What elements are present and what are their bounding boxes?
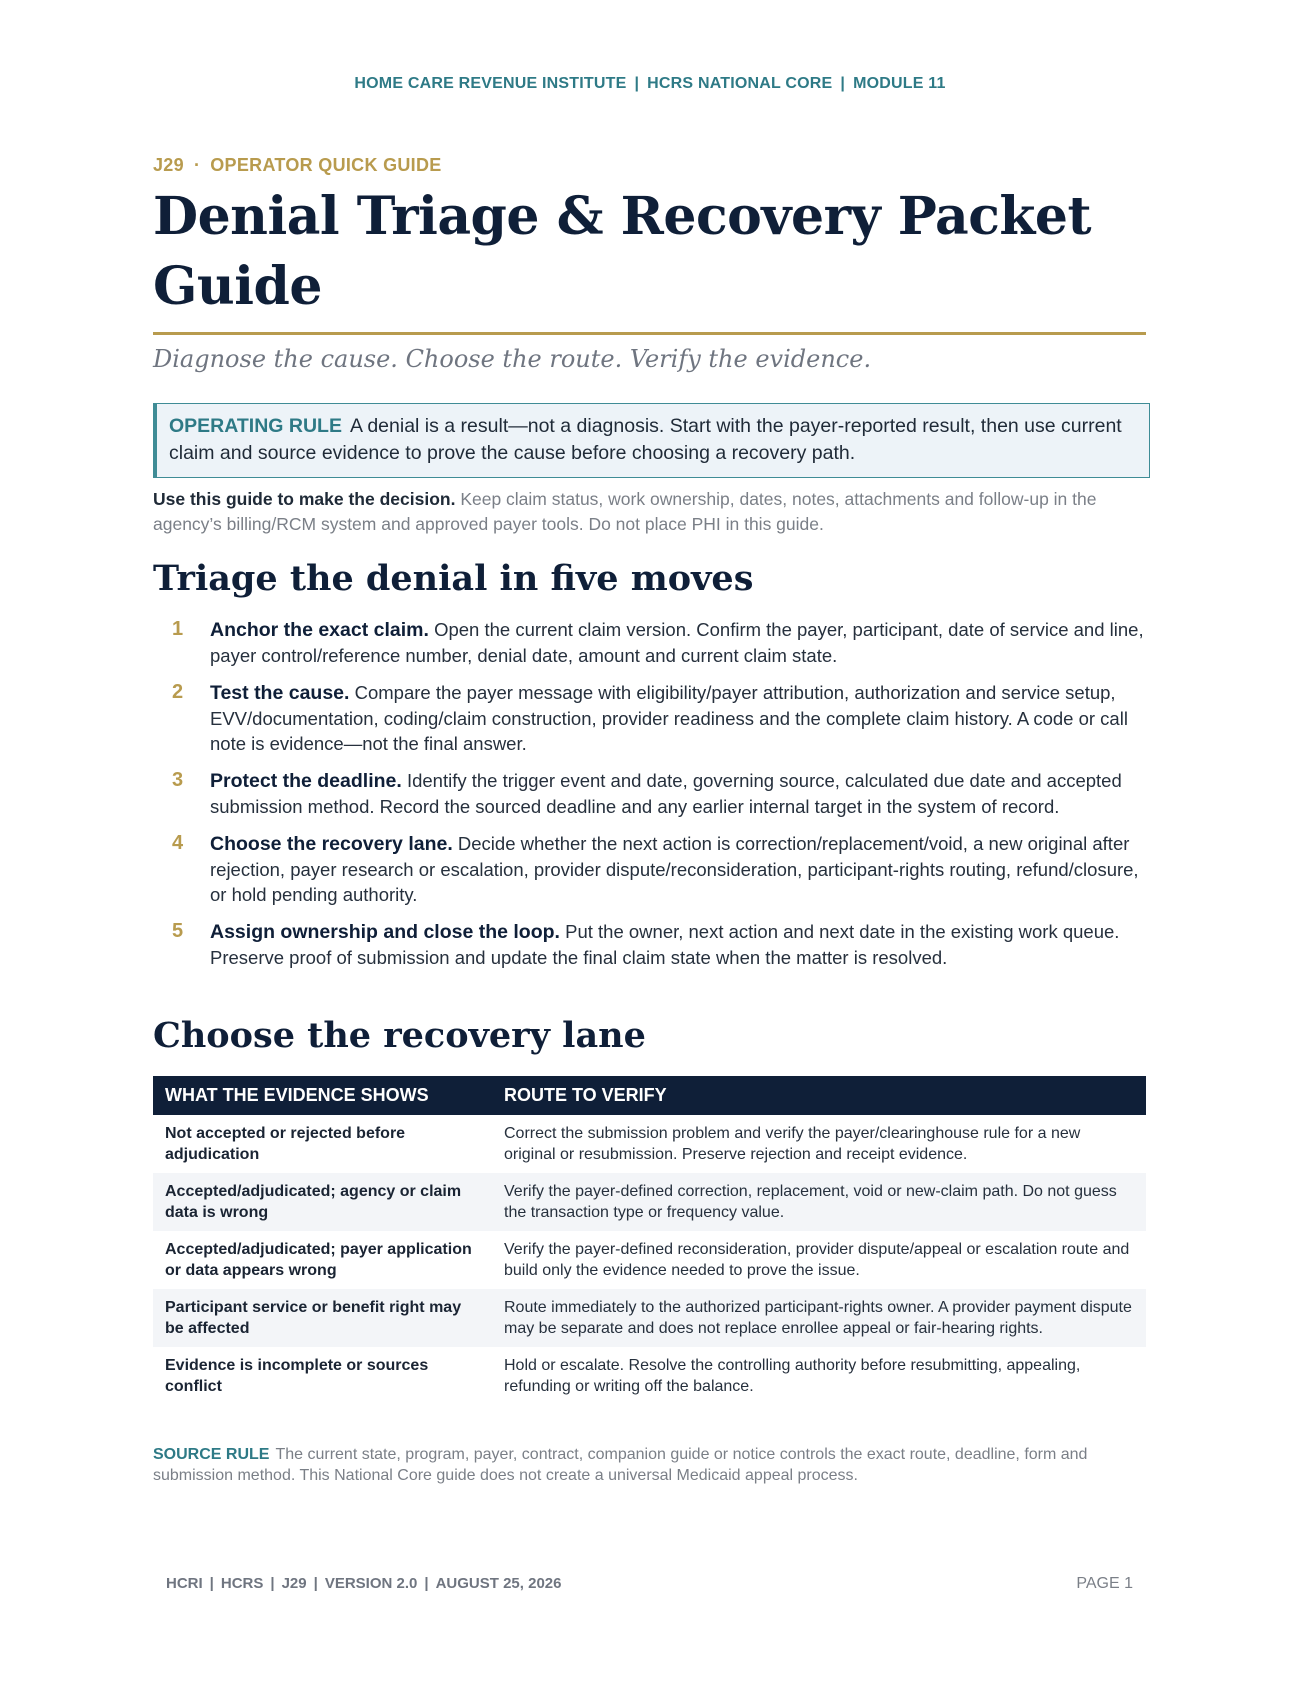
page-number: PAGE 1	[1076, 1575, 1133, 1592]
footer-item: J29	[281, 1575, 307, 1592]
header-separator: |	[634, 75, 640, 92]
step-text: Open the current claim version. Confirm the payer, participant, date of service and line, payer control/reference number, denial date, amount and current claim state.	[210, 619, 1144, 666]
step-number: 2	[172, 681, 184, 703]
operating-rule-text: A denial is a result—not a diagnosis. Start with the payer-reported result, then use current claim and source evidence to prove the cause before choosing a recovery path.	[169, 415, 1122, 464]
triage-steps-list	[153, 617, 1146, 982]
footer-separator: |	[270, 1575, 275, 1592]
table-header-row	[153, 1076, 1146, 1115]
footer-item: HCRI	[166, 1575, 203, 1592]
footer-separator: |	[424, 1575, 429, 1592]
document-type: OPERATOR QUICK GUIDE	[210, 155, 442, 175]
step-lead: Assign ownership and close the loop.	[210, 921, 560, 943]
route-cell: Verify the payer-defined reconsideration, provider dispute/appeal or escalation route and build only the evidence needed to prove the issue.	[504, 1241, 1130, 1279]
step-number: 3	[172, 769, 184, 791]
step-number: 5	[172, 920, 184, 942]
section-heading-triage: Triage the denial in five moves	[153, 558, 754, 599]
footer-item: HCRS	[220, 1575, 264, 1592]
usage-note-lead: Use this guide to make the decision.	[153, 489, 456, 509]
route-cell: Correct the submission problem and verify the payer/clearinghouse rule for a new original or resubmission. Preserve rejection and receipt evidence.	[504, 1125, 1081, 1163]
eyebrow	[153, 155, 442, 176]
source-rule-text: The current state, program, payer, contract, companion guide or notice controls the exact route, deadline, form and submission method. This National Core guide does not create a universal Medicaid appeal process.	[153, 1446, 1088, 1484]
source-rule-tag: SOURCE RULE	[153, 1446, 270, 1463]
usage-note-text: Keep claim status, work ownership, dates, notes, attachments and follow-up in the agency’s billing/RCM system and approved payer tools. Do not place PHI in this guide.	[153, 489, 1097, 534]
section-heading-recovery-lane: Choose the recovery lane	[153, 1015, 646, 1056]
footer-separator: |	[209, 1575, 214, 1592]
usage-note	[153, 487, 1146, 537]
step-number: 4	[172, 832, 184, 854]
column-header-evidence: WHAT THE EVIDENCE SHOWS	[153, 1076, 492, 1115]
evidence-cell: Accepted/adjudicated; agency or claim data is wrong	[153, 1173, 492, 1231]
table-row	[153, 1347, 1146, 1405]
header-org: HOME CARE REVENUE INSTITUTE	[354, 75, 627, 92]
table-row	[153, 1173, 1146, 1231]
step-number: 1	[172, 618, 184, 640]
evidence-cell: Evidence is incomplete or sources conflict	[165, 1357, 429, 1395]
eyebrow-dot: ·	[193, 155, 201, 175]
table-row	[153, 1231, 1146, 1289]
footer-separator: |	[313, 1575, 318, 1592]
header-module: MODULE 11	[853, 75, 946, 92]
running-header	[0, 75, 1300, 93]
page-title: Denial Triage & Recovery Packet Guide	[153, 186, 1091, 317]
triage-step	[153, 919, 1146, 970]
evidence-cell: Not accepted or rejected before adjudication	[165, 1125, 406, 1163]
triage-step	[153, 768, 1146, 819]
step-text: Compare the payer message with eligibility/payer attribution, authorization and service setup, EVV/documentation, coding/claim construction, provider readiness and the complete claim history. A code or call note is evidence—not the final answer.	[210, 682, 1128, 754]
triage-step	[153, 680, 1146, 756]
table-row	[153, 1289, 1146, 1347]
step-text: Put the owner, next action and next date in the existing work queue. Preserve proof of submission and update the final claim state when the matter is resolved.	[210, 921, 1120, 968]
page-subtitle: Diagnose the cause. Choose the route. Verify the evidence.	[153, 345, 872, 373]
route-cell: Verify the payer-defined correction, replacement, void or new-claim path. Do not guess the transaction type or frequency value.	[492, 1173, 1146, 1231]
step-lead: Choose the recovery lane.	[210, 833, 453, 855]
table-row	[153, 1115, 1146, 1173]
recovery-lane-table	[153, 1076, 1146, 1405]
footer-item: VERSION 2.0	[324, 1575, 418, 1592]
source-rule-note	[153, 1444, 1146, 1486]
operating-rule-tag: OPERATING RULE	[169, 415, 342, 437]
evidence-cell: Participant service or benefit right may be affected	[153, 1289, 492, 1347]
triage-step	[153, 831, 1146, 907]
header-program: HCRS NATIONAL CORE	[647, 75, 833, 92]
title-divider	[153, 332, 1146, 335]
evidence-cell: Accepted/adjudicated; payer application or data appears wrong	[165, 1241, 472, 1279]
step-lead: Test the cause.	[210, 682, 350, 704]
column-header-route: ROUTE TO VERIFY	[492, 1076, 1146, 1115]
operating-rule-callout	[153, 403, 1150, 478]
step-lead: Protect the deadline.	[210, 770, 402, 792]
route-cell: Hold or escalate. Resolve the controlling authority before resubmitting, appealing, refunding or writing off the balance.	[504, 1357, 1081, 1395]
step-text: Decide whether the next action is correction/replacement/void, a new original after rejection, payer research or escalation, provider dispute/reconsideration, participant-rights routing, refund/closure, or hold pending authority.	[210, 833, 1139, 905]
step-text: Identify the trigger event and date, governing source, calculated due date and accepted submission method. Record the sourced deadline and any earlier internal target in the system of record.	[210, 770, 1122, 817]
footer-item: AUGUST 25, 2026	[435, 1575, 562, 1592]
footer-metadata	[166, 1575, 561, 1592]
document-code: J29	[153, 155, 184, 175]
triage-step	[153, 617, 1146, 668]
step-lead: Anchor the exact claim.	[210, 619, 429, 641]
route-cell: Route immediately to the authorized participant-rights owner. A provider payment dispute may be separate and does not replace enrollee appeal or fair-hearing rights.	[492, 1289, 1146, 1347]
header-separator: |	[840, 75, 846, 92]
